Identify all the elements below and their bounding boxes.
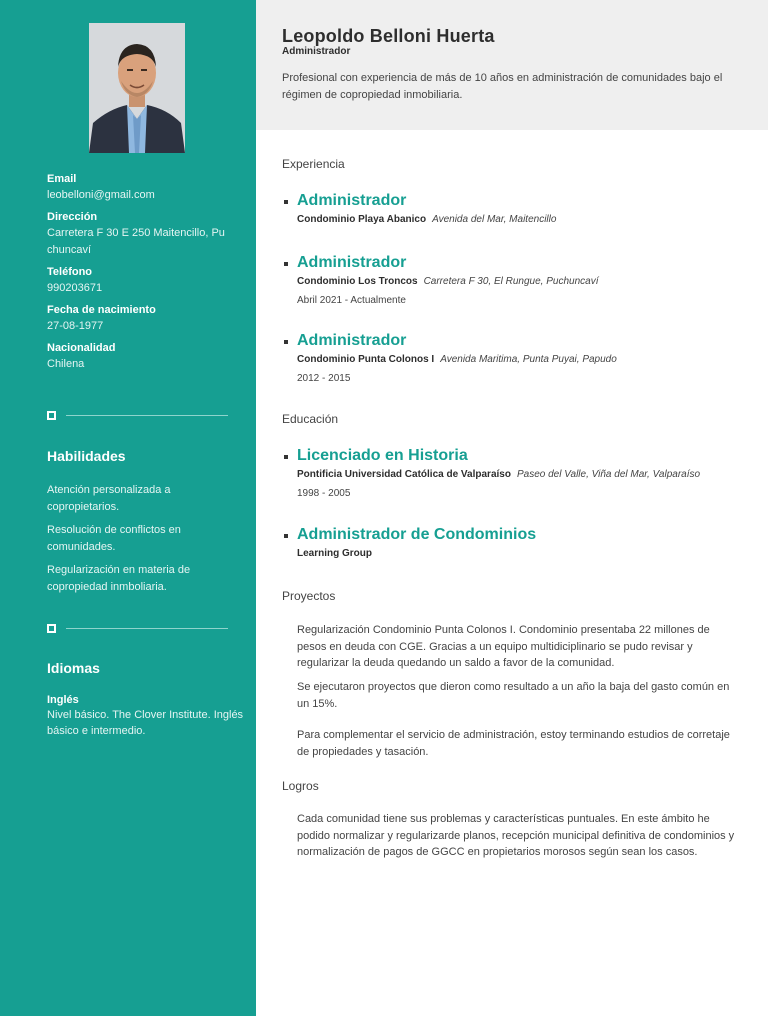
square-icon bbox=[47, 624, 56, 633]
entry-org: Condominio Los Troncos bbox=[297, 276, 418, 287]
skill-item: Resolución de conflictos en comunidades. bbox=[47, 524, 181, 553]
bullet-icon bbox=[284, 200, 288, 204]
experience-entry bbox=[284, 254, 744, 312]
languages-heading: Idiomas bbox=[47, 660, 100, 676]
contact-info bbox=[47, 172, 247, 379]
entry-title: Administrador bbox=[297, 332, 407, 349]
experience-heading: Experiencia bbox=[282, 157, 345, 171]
profile-summary: Profesional con experiencia de más de 10 años en administración de comunidades bajo el régimen de copropiedad inmobiliaria. bbox=[282, 72, 723, 101]
square-icon bbox=[47, 411, 56, 420]
divider-line bbox=[66, 628, 228, 629]
contact-item-phone bbox=[47, 265, 247, 297]
language-label: Inglés bbox=[47, 694, 79, 706]
entry-location: Avenida del Mar, Maitencillo bbox=[432, 214, 557, 225]
entry-subtitle bbox=[297, 469, 700, 480]
entry-dates: 2012 - 2015 bbox=[297, 373, 351, 384]
experience-entry bbox=[284, 332, 744, 390]
education-entry bbox=[284, 526, 744, 566]
contact-item-birthdate bbox=[47, 303, 247, 335]
section-divider bbox=[47, 411, 228, 421]
contact-value[interactable]: leobelloni@gmail.com bbox=[47, 189, 155, 201]
education-heading: Educación bbox=[282, 412, 339, 426]
skills-heading: Habilidades bbox=[47, 448, 126, 464]
bullet-icon bbox=[284, 455, 288, 459]
entry-org: Learning Group bbox=[297, 548, 372, 559]
contact-label: Dirección bbox=[47, 211, 98, 223]
contact-value: Chilena bbox=[47, 358, 85, 370]
header bbox=[256, 0, 768, 130]
sidebar bbox=[0, 0, 256, 1016]
project-paragraph: Se ejecutaron proyectos que dieron como resultado a un año la baja del gasto común en un 15%. bbox=[297, 681, 730, 710]
person-role: Administrador bbox=[282, 46, 351, 57]
entry-title: Administrador bbox=[297, 192, 407, 209]
entry-title: Administrador de Condominios bbox=[297, 526, 537, 543]
person-name: Leopoldo Belloni Huerta bbox=[282, 26, 495, 46]
contact-label: Email bbox=[47, 173, 77, 185]
contact-label: Nacionalidad bbox=[47, 342, 116, 354]
profile-photo bbox=[89, 23, 185, 153]
achievement-paragraph: Cada comunidad tiene sus problemas y características puntuales. En este ámbito he podido normalizar y regularizarde planos, recepción municipal definitiva de condominios y normalización de pagos de GGCC en propietarios morosos según sean los casos. bbox=[297, 813, 735, 858]
project-paragraph: Regularización Condominio Punta Colonos I. Condominio presentaba 22 millones de pesos en deuda con CGE. Gracias a un equipo multidiciplinario se pudo revisar y regularizar la deuda quedando un saldo a favor de la comunidad. bbox=[297, 624, 710, 669]
entry-location: Carretera F 30, El Rungue, Puchuncaví bbox=[423, 276, 599, 287]
education-entry bbox=[284, 447, 744, 505]
achievements-heading: Logros bbox=[282, 779, 319, 793]
entry-subtitle bbox=[297, 548, 372, 559]
contact-label: Fecha de nacimiento bbox=[47, 304, 156, 316]
entry-org: Condominio Playa Abanico bbox=[297, 214, 427, 225]
bullet-icon bbox=[284, 340, 288, 344]
projects-heading: Proyectos bbox=[282, 589, 336, 603]
language-item bbox=[47, 693, 247, 739]
bullet-icon bbox=[284, 262, 288, 266]
contact-value: 27-08-1977 bbox=[47, 320, 104, 332]
contact-item-address bbox=[47, 210, 247, 259]
experience-entry bbox=[284, 192, 744, 232]
contact-item-nationality bbox=[47, 341, 247, 373]
entry-dates: 1998 - 2005 bbox=[297, 488, 351, 499]
entry-location: Avenida Maritima, Punta Puyai, Papudo bbox=[440, 354, 617, 365]
entry-title: Licenciado en Historia bbox=[297, 447, 468, 464]
contact-value: 990203671 bbox=[47, 282, 103, 294]
project-paragraph: Para complementar el servicio de administración, estoy terminando estudios de corretaje de propiedades y tasación. bbox=[297, 729, 730, 758]
entry-subtitle bbox=[297, 354, 617, 365]
contact-value: Carretera F 30 E 250 Maitencillo, Pu chuncaví bbox=[47, 227, 225, 256]
entry-subtitle bbox=[297, 276, 598, 287]
bullet-icon bbox=[284, 534, 288, 538]
section-divider bbox=[47, 624, 228, 634]
contact-label: Teléfono bbox=[47, 266, 93, 278]
entry-subtitle bbox=[297, 214, 556, 225]
contact-item-email bbox=[47, 172, 247, 204]
entry-title: Administrador bbox=[297, 254, 407, 271]
skill-item: Regularización en materia de copropiedad inmboliaria. bbox=[47, 564, 191, 593]
entry-org: Pontificia Universidad Católica de Valparaíso bbox=[297, 469, 511, 480]
entry-org: Condominio Punta Colonos I bbox=[297, 354, 435, 365]
skill-item: Atención personalizada a copropietarios. bbox=[47, 484, 171, 513]
skills-list bbox=[47, 482, 237, 602]
entry-dates: Abril 2021 - Actualmente bbox=[297, 295, 406, 306]
entry-location: Paseo del Valle, Viña del Mar, Valparaíso bbox=[516, 469, 701, 480]
language-value: Nivel básico. The Clover Institute. Inglés básico e intermedio. bbox=[47, 709, 244, 737]
divider-line bbox=[66, 415, 228, 416]
